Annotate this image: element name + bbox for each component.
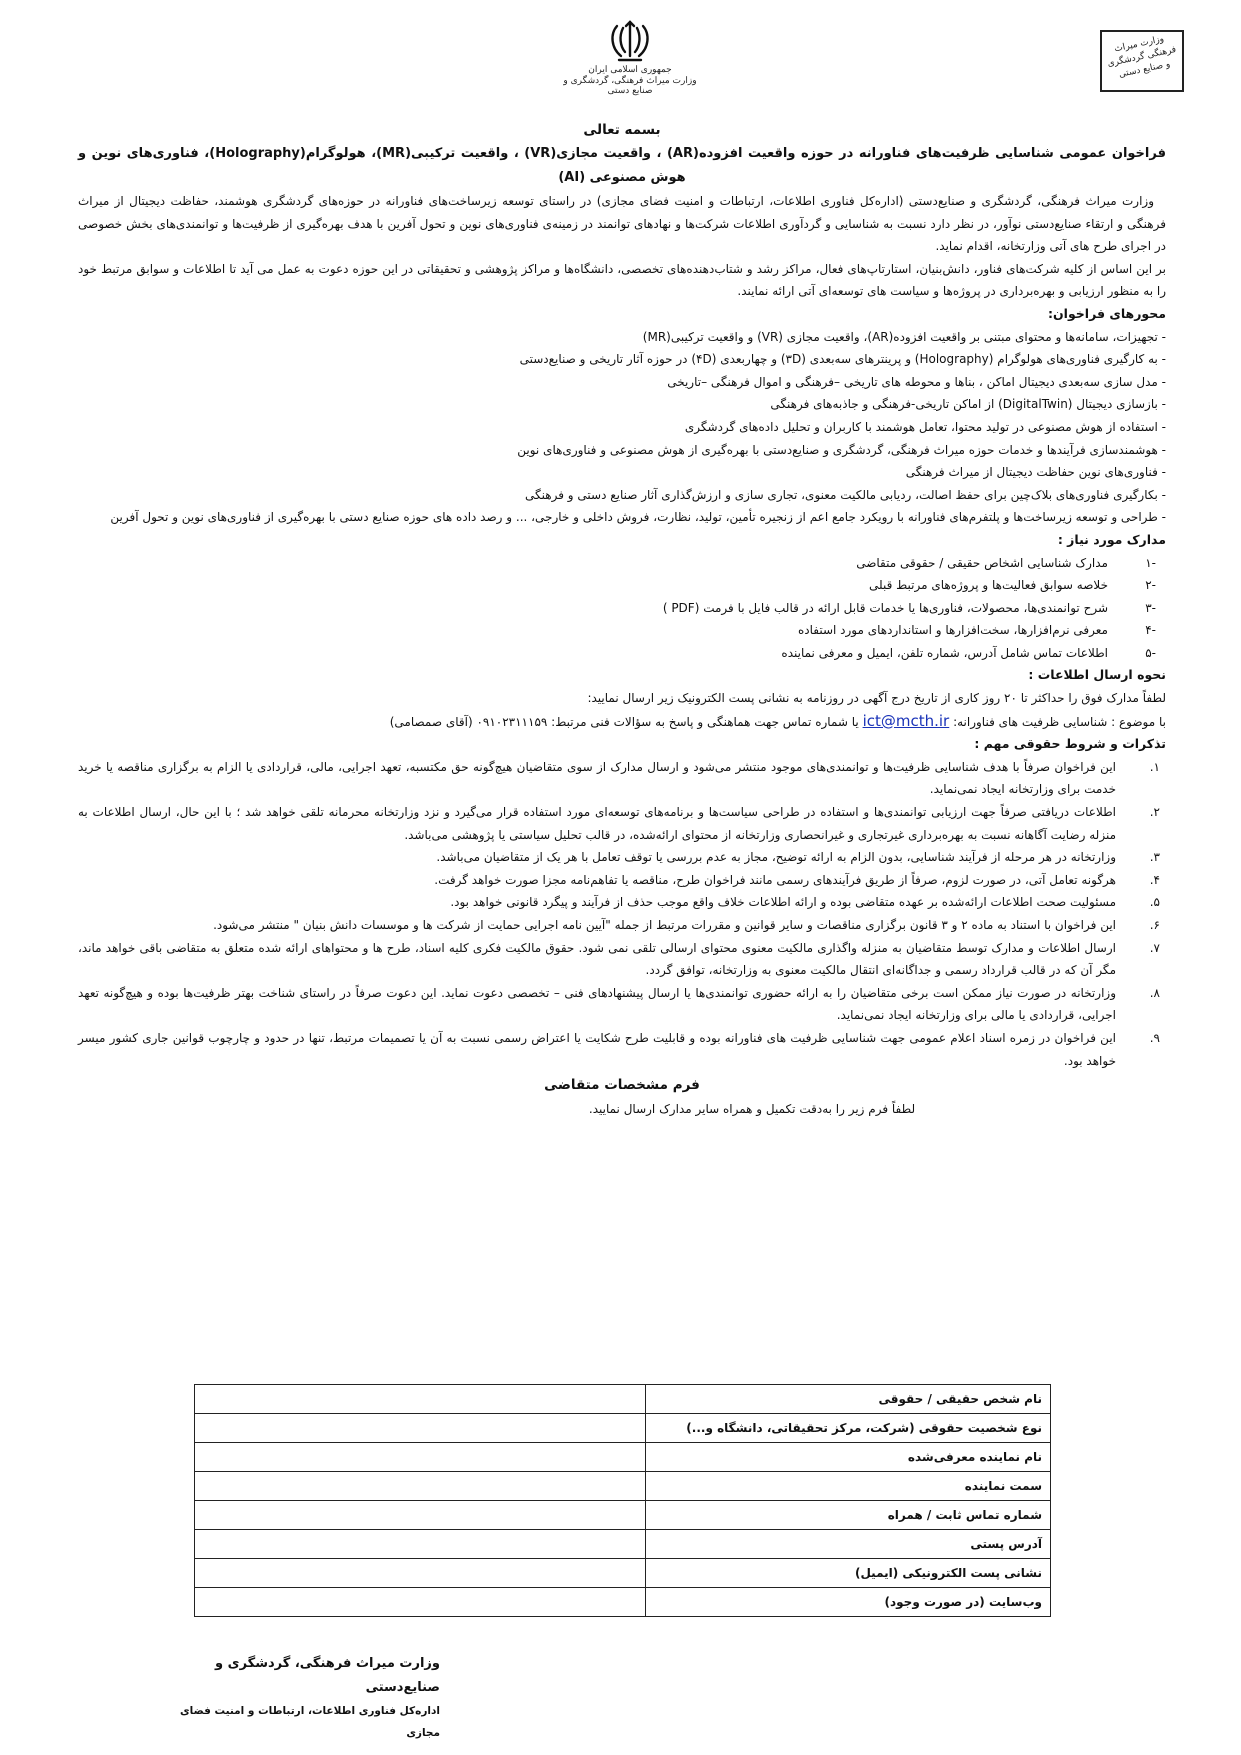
list-text: مسئولیت صحت اطلاعات ارائه‌شده بر عهده متقاضی بوده و ارائه اطلاعات خلاف واقع موجب حذف از فرآیند و پیگرد قانونی خواهد بود. [450,895,1116,910]
intro-paragraph-2: بر این اساس از کلیه شرکت‌های فناور، دانش‌بنیان، استارتاپ‌های فعال، مراکز رشد و شتاب‌دهنده‌های تخصصی، دانشگاه‌ها و مراکز پژوهشی و تحقیقاتی در این حوزه دعوت به عمل می آید تا اطلاعات و سوابق مرتبط خود را به منظور ارزیابی و بهره‌برداری در پروژه‌ها و سیاست های توسعه‌ای آتی ارائه نمایند. [78,261,1166,299]
list-text: وزارتخانه در صورت نیاز ممکن است برخی متقاضیان را به ارائه حضوری توانمندی‌ها یا ارسال پیشنهادهای فنی – تخصصی دعوت نماید. این دعوت صرفاً در راستای شناخت بهتر ظرفیت‌ها بوده و هیچ‌گونه تعهد اجرایی، قراردادی یا مالی برای وزارتخانه ایجاد نمی‌نماید. [78,985,1116,1023]
form-field-value[interactable] [195,1443,646,1472]
list-number: ۵. [1149,895,1160,910]
list-item [78,1027,1166,1072]
table-row [195,1443,1051,1472]
list-item [78,937,1166,982]
list-text: شرح توانمندی‌ها، محصولات، فناوری‌ها یا خدمات قابل ارائه در قالب فایل با فرمت (PDF ) [662,600,1108,615]
emblem-caption-1: جمهوری اسلامی ایران [588,65,672,75]
list-text: هرگونه تعامل آتی، در صورت لزوم، صرفاً از طریق فرآیندهای رسمی مانند فراخوان طرح، مناقصه یا تفاهم‌نامه مجزا صورت خواهد گرفت. [434,872,1116,887]
list-text: اطلاعات دریافتی صرفاً جهت ارزیابی توانمندی‌ها و استفاده در طراحی سیاست‌ها و برنامه‌های توسعه‌ای مورد استفاده قرار می‌گیرد و نزد وزارتخانه محرمانه تلقی خواهد شد ؛ با این حال، ارسال اطلاعات به منزله رضایت آگاهانه نسبت به بهره‌برداری غیرتجاری و غیرانحصاری وزارتخانه از محتوای ارائه‌شده، در قالب تحلیل سیاستی یا پژوهشی می‌باشد. [78,805,1116,842]
list-item [78,914,1166,937]
send-instructions: لطفاً مدارک فوق را حداکثر تا ۲۰ روز کاری از تاریخ درج آگهی در روزنامه به نشانی پست الکترونیک زیر ارسال نمایید: [587,691,1166,706]
list-text: اطلاعات تماس شامل آدرس، شماره تلفن، ایمیل و معرفی نماینده [781,645,1108,660]
form-field-label: نوع شخصیت حقوقی (شرکت، مرکز تحقیقاتی، دانشگاه و...) [646,1414,1051,1443]
list-text: این فراخوان با استناد به ماده ۲ و ۳ قانون برگزاری مناقصات و سایر قوانین و مقررات مرتبط از جمله "آیین نامه اجرایی حمایت از شرکت ها و موسسات دانش بنیان " منتشر می‌شود. [213,918,1116,932]
terms-list [78,756,1166,1072]
list-number: ۸. [1149,985,1160,1000]
table-row [195,1414,1051,1443]
list-text: ارسال اطلاعات و مدارک توسط متقاضیان به منزله واگذاری مالکیت معنوی محتوای ارسالی تلقی نمی شود. حقوق مالکیت فکری کلیه اسناد، طرح ها و محتواهای ارائه شده متعلق به متقاضی باقی خواهد ماند، مگر آن که در قالب قرارداد رسمی و جداگانه‌ای انتقال مالکیت معنوی به وزارتخانه، توافق گردد. [78,940,1116,978]
form-field-value[interactable] [195,1501,646,1530]
list-item [78,642,1166,665]
list-number: ۹. [1149,1030,1160,1045]
iran-emblem-icon [607,18,653,64]
list-number: ۳. [1149,850,1160,865]
form-field-label: نشانی پست الکترونیکی (ایمیل) [646,1559,1051,1588]
axis-item: - بکارگیری فناوری‌های بلاک‌چین برای حفظ اصالت، ردیابی مالکیت معنوی، تجاری سازی و ارزش‌گذاری آثار صنایع دستی و فرهنگی [525,487,1166,502]
list-text: این فراخوان صرفاً با هدف شناسایی ظرفیت‌ها و توانمندی‌های موجود منتشر می‌شود و ارسال مدارک از سوی متقاضیان هیچ‌گونه حق مکتسبه، تعهد اجرایی، مالی، قراردادی یا الزام به برگزاری مناقصه یا خرید خدمت برای وزارتخانه ایجاد نمی‌نماید. [78,759,1116,797]
send-heading: نحوه ارسال اطلاعات : [1028,667,1166,683]
list-text: معرفی نرم‌افزارها، سخت‌افزارها و استانداردهای مورد استفاده [797,623,1108,638]
list-item [78,982,1166,1027]
form-field-value[interactable] [195,1385,646,1414]
list-number: ۲. [1149,805,1160,820]
axes-heading: محورهای فراخوان: [1048,305,1166,321]
axis-item: - به کارگیری فناوری‌های هولوگرام (Holography) و پرینترهای سه‌بعدی (۳D) و چهاربعدی (۴D) در حوزه آثار تاریخی و صنایع‌دستی [519,352,1166,367]
list-number: ۱. [1149,759,1160,774]
email-link[interactable]: ict@mcth.ir [862,711,950,730]
axis-item: - طراحی و توسعه زیرساخت‌ها و پلتفرم‌های فناورانه با رویکرد جامع اعم از زنجیره تأمین، تولید، نظارت، فروش داخلی و خارجی، ... و رصد داده های حوزه صنایع دستی با بهره‌گیری از فناوری‌های نوین و تحول آفرین [110,510,1166,525]
axis-item: - بازسازی دیجیتال (DigitalTwin) از اماکن تاریخی-فرهنگی و جاذبه‌های فرهنگی [770,397,1166,412]
list-number: -۴ [1145,623,1156,638]
form-field-label: شماره تماس ثابت / همراه [646,1501,1051,1530]
send-phone: یا شماره تماس جهت هماهنگی و پاسخ به سؤالات فنی مرتبط: ۰۹۱۰۲۳۱۱۱۵۹ (آقای صمصامی) [389,714,859,729]
send-subject: با موضوع : شناسایی ظرفیت های فناورانه: [953,714,1166,729]
list-text: وزارتخانه در هر مرحله از فرآیند شناسایی، بدون الزام به ارائه توضیح، مجاز به عدم بررسی یا توقف تعامل با هر یک از متقاضیان می‌باشد. [436,850,1116,865]
form-field-label: وب‌سایت (در صورت وجود) [646,1588,1051,1617]
table-row [195,1501,1051,1530]
list-number: ۶. [1149,918,1160,932]
required-documents-list [78,552,1166,665]
list-text: این فراخوان در زمره اسناد اعلام عمومی جهت شناسایی ظرفیت های فناورانه بوده و قابلیت طرح شکایت یا اعتراض رسمی نسبت به آن یا تصمیمات مرتبط، تنها در حدود و چارچوب قوانین جاری کشور میسر خواهد بود. [78,1030,1116,1068]
form-field-value[interactable] [195,1588,646,1617]
list-item [78,619,1166,642]
form-field-label: نام نماینده معرفی‌شده [646,1443,1051,1472]
list-item [78,869,1166,892]
ministry-logo-text: وزارت میراث فرهنگی گردشگری و صنایع دستی [1106,34,1178,81]
axis-item: - مدل سازی سه‌بعدی دیجیتال اماکن ، بناها و محوطه های تاریخی –فرهنگی و اموال فرهنگی –تاریخی [667,374,1166,389]
ministry-logo [1100,30,1184,92]
form-field-value[interactable] [195,1472,646,1501]
list-item [78,846,1166,869]
docs-heading: مدارک مورد نیاز : [1057,531,1166,547]
applicant-form-table [194,1384,1051,1617]
axis-item: - هوشمندسازی فرآیندها و خدمات حوزه میراث فرهنگی، گردشگری و صنایع‌دستی با بهره‌گیری از هوش مصنوعی و فناوری‌های نوین [517,442,1166,457]
form-field-label: نام شخص حقیقی / حقوقی [646,1385,1051,1414]
list-item [78,756,1166,801]
list-number: ۷. [1149,940,1160,955]
table-row [195,1588,1051,1617]
axis-item: - تجهیزات، سامانه‌ها و محتوای مبتنی بر واقعیت افزوده(AR)، واقعیت مجازی (VR) و واقعیت ترکیبی(MR) [642,329,1166,344]
footer-department: اداره‌کل فناوری اطلاعات، ارتباطات و امنیت فضای مجازی [180,1705,440,1739]
form-title: فرم مشخصات متقاضی [544,1077,700,1094]
send-contact [78,710,1166,734]
axis-item: - استفاده از هوش مصنوعی در تولید محتوا، تعامل هوشمند با کاربران و تحلیل داده‌های گردشگری [684,419,1166,434]
form-field-value[interactable] [195,1530,646,1559]
form-subtitle: لطفاً فرم زیر را به‌دقت تکمیل و همراه سایر مدارک ارسال نمایید. [588,1102,916,1117]
axis-item: - فناوری‌های نوین حفاظت دیجیتال از میراث فرهنگی [905,465,1166,480]
list-text: مدارک شناسایی اشخاص حقیقی / حقوقی متقاضی [856,555,1108,570]
form-field-label: سمت نماینده [646,1472,1051,1501]
list-item [78,801,1166,846]
list-item [78,891,1166,914]
basmala: بسمه تعالی [583,122,661,138]
intro-paragraph-1: وزارت میراث فرهنگی، گردشگری و صنایع‌دستی (اداره‌کل فناوری اطلاعات، ارتباطات و امنیت فضای مجازی) در راستای توسعه زیرساخت‌های فناورانه در حوزه‌های گردشگری هوشمند، حفاظت دیجیتال از میراث فرهنگی و ارتقاء صنایع‌دستی نوآور، در نظر دارد نسبت به شناسایی و گردآوری اطلاعات شرکت‌ها و نهادهای توانمند در زمینه‌ی فناوری‌های نوین و تحول آفرین با هدف بهره‌گیری از ظرفیت‌ها و توانمندی‌های بخش خصوصی در اجرای طرح های آتی وزارتخانه، اقدام نماید. [78,194,1166,254]
emblem-caption-2: وزارت میراث فرهنگی، گردشگری و صنایع دستی [563,76,697,96]
form-field-value[interactable] [195,1559,646,1588]
list-number: ۴. [1149,872,1160,887]
list-number: -۵ [1145,645,1156,660]
table-row [195,1385,1051,1414]
footer-signature [150,1652,440,1744]
list-number: -۲ [1145,578,1156,593]
form-field-value[interactable] [195,1414,646,1443]
list-item [78,552,1166,575]
table-row [195,1559,1051,1588]
list-number: -۱ [1145,555,1156,570]
announcement-title: فراخوان عمومی شناسایی ظرفیت‌های فناورانه در حوزه واقعیت افزوده(AR) ، واقعیت مجازی(VR) ، واقعیت ترکیبی(MR)، هولوگرام(Holography)، فناوری‌های نوین و هوش مصنوعی (AI) [78,146,1166,185]
footer-ministry: وزارت میراث فرهنگی، گردشگری و صنایع‌دستی [215,1656,440,1695]
terms-heading: تذکرات و شروط حقوقی مهم : [974,736,1166,752]
form-field-label: آدرس پستی [646,1530,1051,1559]
list-text: خلاصه سوابق فعالیت‌ها و پروژه‌های مرتبط قبلی [869,578,1108,593]
table-row [195,1530,1051,1559]
iran-emblem [555,18,705,110]
announcement-body [78,118,1166,1120]
list-item [78,597,1166,620]
list-item [78,574,1166,597]
table-row [195,1472,1051,1501]
list-number: -۳ [1145,600,1156,615]
